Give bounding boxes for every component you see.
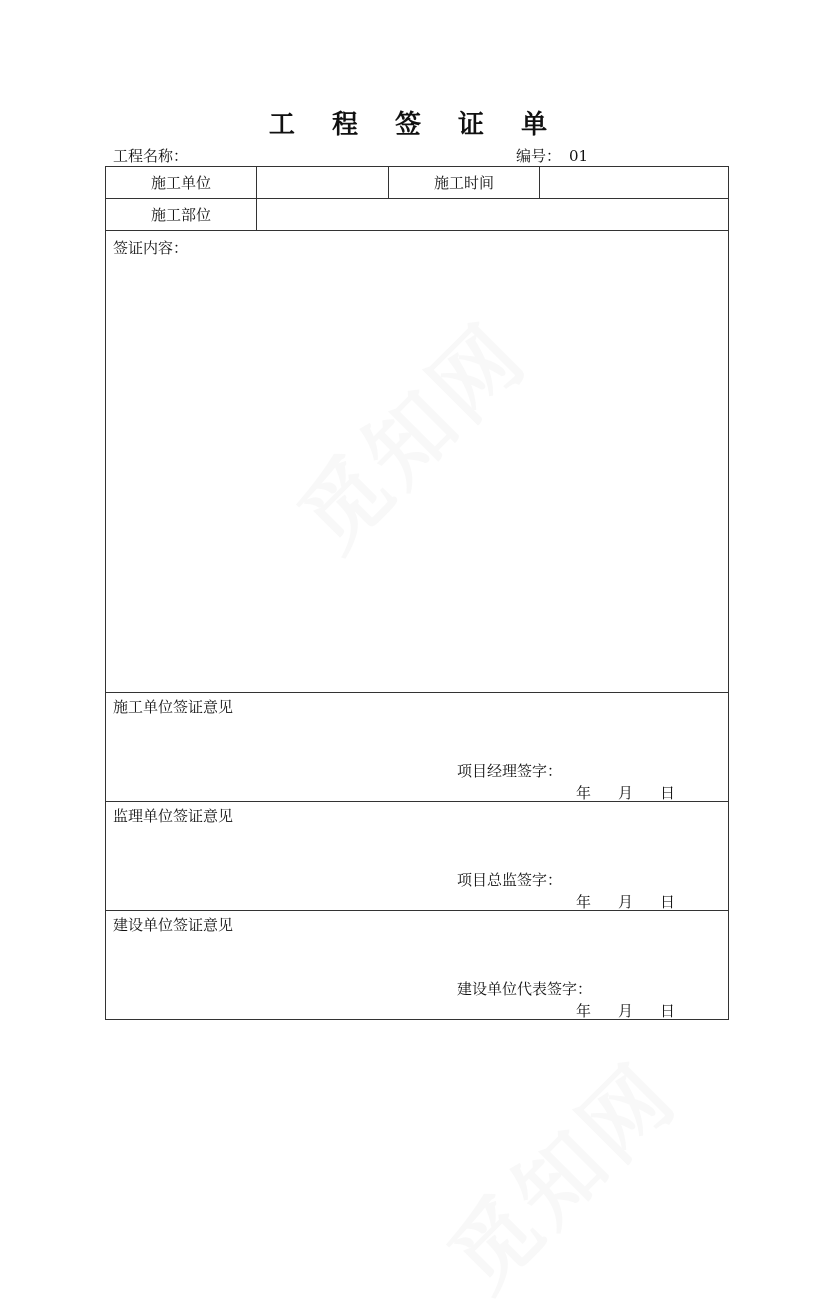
visa-content-label: 签证内容： bbox=[113, 239, 189, 257]
construction-time-label: 施工时间 bbox=[389, 167, 540, 199]
construction-unit-field[interactable] bbox=[257, 167, 389, 199]
document-number bbox=[516, 145, 588, 166]
document-title: 工 程 签 证 单 bbox=[268, 110, 562, 140]
signature-label: 项目总监签字： bbox=[457, 871, 563, 889]
project-name-label: 工程名称： bbox=[113, 147, 189, 165]
table-row bbox=[106, 199, 729, 231]
construction-part-label: 施工部位 bbox=[106, 199, 257, 231]
month-label: 月 bbox=[618, 893, 634, 911]
signature-label: 项目经理签字： bbox=[457, 762, 563, 780]
section-title: 建设单位签证意见 bbox=[113, 916, 234, 934]
contractor-opinion-section[interactable] bbox=[106, 693, 729, 802]
day-label: 日 bbox=[660, 1002, 676, 1020]
date-line bbox=[576, 1000, 702, 1021]
watermark: 觅知网 bbox=[430, 1044, 697, 1311]
year-label: 年 bbox=[576, 893, 592, 911]
year-label: 年 bbox=[576, 1002, 592, 1020]
day-label: 日 bbox=[660, 893, 676, 911]
table-row bbox=[106, 231, 729, 693]
signature-label: 建设单位代表签字： bbox=[457, 980, 593, 998]
section-title: 施工单位签证意见 bbox=[113, 698, 234, 716]
construction-unit-label: 施工单位 bbox=[106, 167, 257, 199]
number-value: 01 bbox=[569, 147, 589, 165]
visa-content-field[interactable] bbox=[106, 231, 729, 693]
construction-part-field[interactable] bbox=[257, 199, 729, 231]
table-row bbox=[106, 693, 729, 802]
month-label: 月 bbox=[618, 1002, 634, 1020]
date-line bbox=[576, 782, 702, 803]
date-line bbox=[576, 891, 702, 912]
month-label: 月 bbox=[618, 784, 634, 802]
day-label: 日 bbox=[660, 784, 676, 802]
table-row bbox=[106, 802, 729, 911]
owner-opinion-section[interactable] bbox=[106, 911, 729, 1020]
year-label: 年 bbox=[576, 784, 592, 802]
visa-form-table bbox=[105, 166, 729, 1020]
number-label: 编号： bbox=[516, 147, 562, 165]
watermark: 觅知网 bbox=[280, 304, 547, 571]
table-row bbox=[106, 167, 729, 199]
supervisor-opinion-section[interactable] bbox=[106, 802, 729, 911]
section-title: 监理单位签证意见 bbox=[113, 807, 234, 825]
table-row bbox=[106, 911, 729, 1020]
construction-time-field[interactable] bbox=[540, 167, 729, 199]
